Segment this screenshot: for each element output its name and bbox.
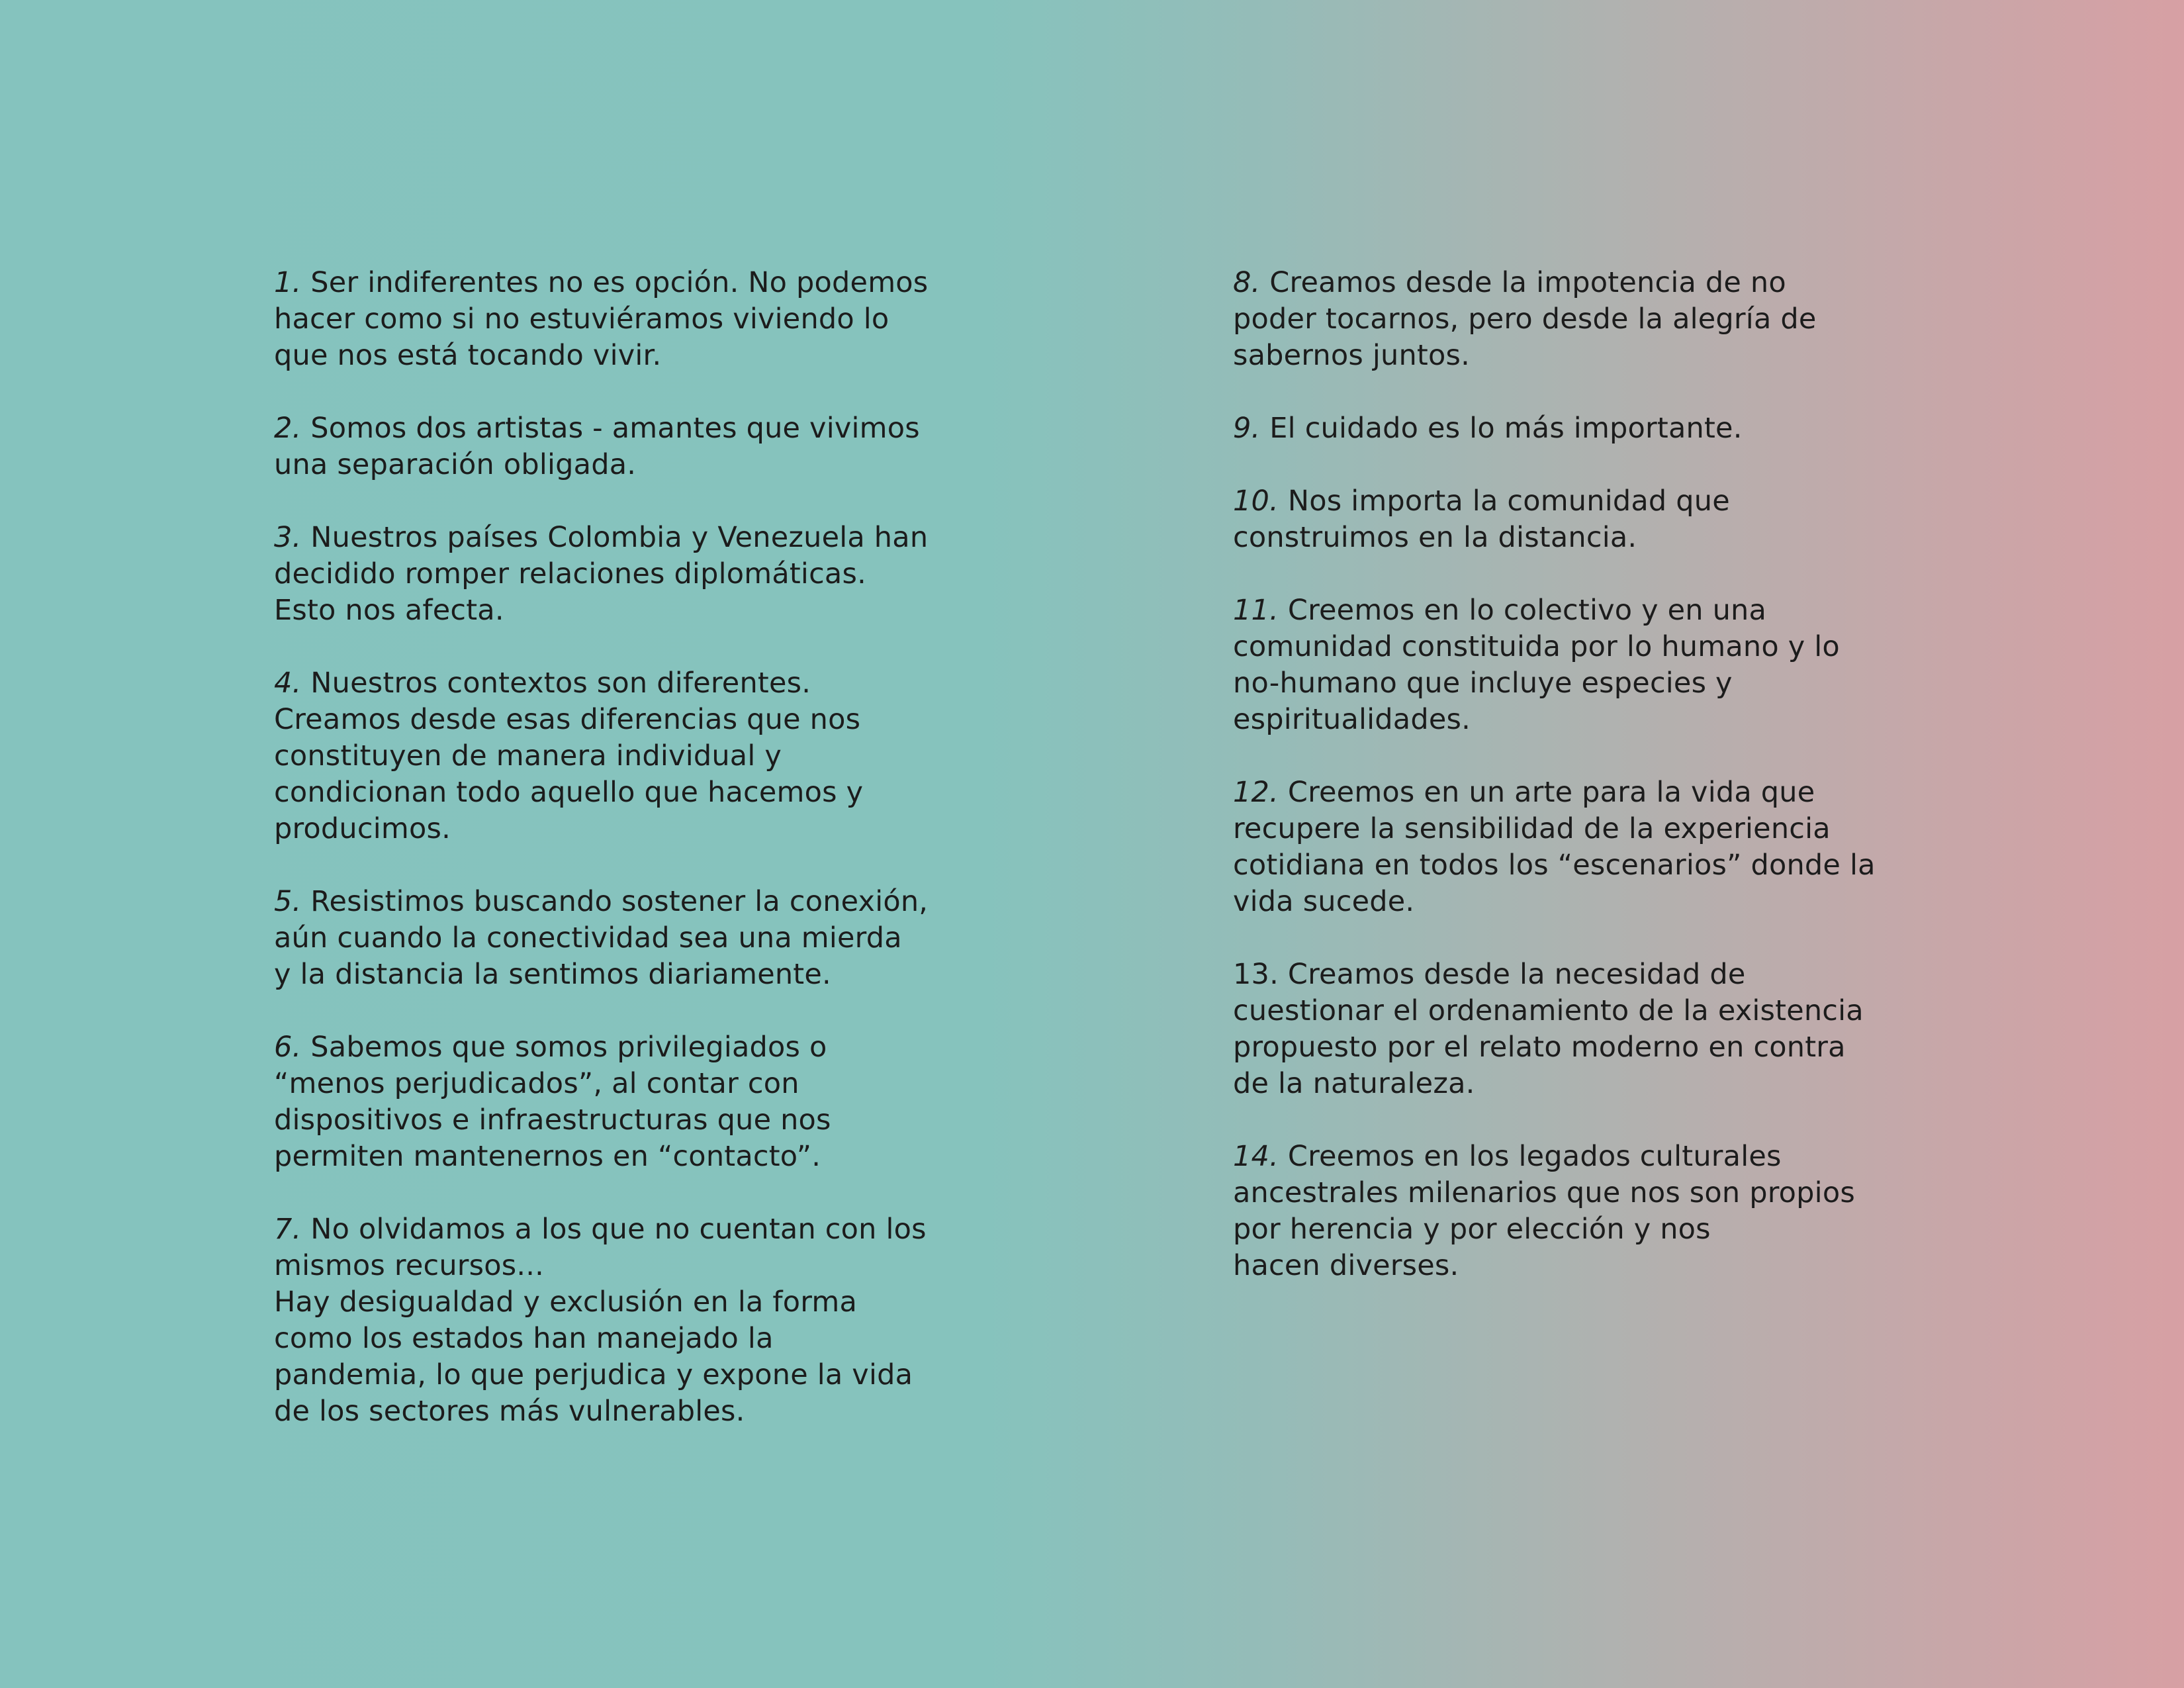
item-line xyxy=(1233,410,1961,447)
item-text: No olvidamos a los que no cuentan con los xyxy=(301,1213,927,1246)
item-number: 1. xyxy=(274,266,302,299)
item-text: Creamos desde la impotencia de no xyxy=(1260,266,1786,299)
item-line xyxy=(1233,265,1961,301)
manifesto-item-7 xyxy=(274,1211,1002,1430)
item-line: condicionan todo aquello que hacemos y xyxy=(274,776,864,809)
item-line: hacer como si no estuviéramos viviendo lo xyxy=(274,303,889,336)
item-line: de los sectores más vulnerables. xyxy=(274,1395,745,1428)
left-column xyxy=(274,265,1002,1466)
item-line: “menos perjudicados”, al contar con xyxy=(274,1067,799,1100)
item-line xyxy=(274,1211,1002,1248)
item-number: 12. xyxy=(1233,776,1279,809)
item-line: una separación obligada. xyxy=(274,448,637,481)
item-line: cuestionar el ordenamiento de la existencia xyxy=(1233,994,1864,1027)
item-line xyxy=(1233,483,1961,520)
manifesto-item-3 xyxy=(274,520,1002,629)
item-number: 13. xyxy=(1233,958,1279,991)
item-line: constituyen de manera individual y xyxy=(274,739,782,773)
item-text: Ser indiferentes no es opción. No podemos xyxy=(301,266,929,299)
item-line: permiten mantenernos en “contacto”. xyxy=(274,1140,821,1173)
item-text: Nuestros países Colombia y Venezuela han xyxy=(301,521,929,554)
manifesto-item-8 xyxy=(1233,265,1961,374)
item-number: 9. xyxy=(1233,412,1261,445)
manifesto-item-10 xyxy=(1233,483,1961,556)
item-line: decidido romper relaciones diplomáticas. xyxy=(274,557,866,590)
manifesto-item-1 xyxy=(274,265,1002,374)
item-line xyxy=(274,265,1002,301)
item-text: Creemos en los legados culturales xyxy=(1278,1140,1782,1173)
item-line xyxy=(1233,957,1961,993)
item-text: Sabemos que somos privilegiados o xyxy=(301,1031,827,1064)
item-line: poder tocarnos, pero desde la alegría de xyxy=(1233,303,1817,336)
item-line: Creamos desde esas diferencias que nos xyxy=(274,703,861,736)
item-line: mismos recursos... xyxy=(274,1249,544,1282)
manifesto-item-6 xyxy=(274,1029,1002,1175)
item-line: espiritualidades. xyxy=(1233,703,1471,736)
item-line xyxy=(274,665,1002,702)
item-line: Hay desigualdad y exclusión en la forma xyxy=(274,1286,858,1319)
manifesto-item-11 xyxy=(1233,592,1961,738)
manifesto-item-9 xyxy=(1233,410,1961,447)
item-line xyxy=(274,884,1002,920)
item-text: Creemos en un arte para la vida que xyxy=(1278,776,1815,809)
item-line: ancestrales milenarios que nos son propios xyxy=(1233,1176,1855,1209)
item-line xyxy=(1233,592,1961,629)
item-line xyxy=(274,520,1002,556)
item-line: comunidad constituida por lo humano y lo xyxy=(1233,630,1840,663)
manifesto-item-13 xyxy=(1233,957,1961,1102)
item-line: por herencia y por elección y nos xyxy=(1233,1213,1711,1246)
item-number: 5. xyxy=(274,885,302,918)
item-number: 10. xyxy=(1233,485,1279,518)
item-line: sabernos juntos. xyxy=(1233,339,1470,372)
right-column xyxy=(1233,265,1961,1321)
item-text: Nuestros contextos son diferentes. xyxy=(301,667,811,700)
item-text: Somos dos artistas - amantes que vivimos xyxy=(301,412,920,445)
item-line: producimos. xyxy=(274,812,451,845)
item-text: Creamos desde la necesidad de xyxy=(1278,958,1746,991)
item-number: 6. xyxy=(274,1031,302,1064)
item-line: y la distancia la sentimos diariamente. xyxy=(274,958,831,991)
manifesto-item-2 xyxy=(274,410,1002,483)
item-line: vida sucede. xyxy=(1233,885,1415,918)
item-line xyxy=(1233,774,1961,811)
item-number: 8. xyxy=(1233,266,1261,299)
item-line: no-humano que incluye especies y xyxy=(1233,667,1733,700)
item-line: Esto nos afecta. xyxy=(274,594,504,627)
item-line: pandemia, lo que perjudica y expone la vida xyxy=(274,1358,913,1391)
item-line xyxy=(1233,1139,1961,1175)
item-number: 14. xyxy=(1233,1140,1279,1173)
manifesto-item-12 xyxy=(1233,774,1961,920)
item-text: Creemos en lo colectivo y en una xyxy=(1278,594,1767,627)
item-line: cotidiana en todos los “escenarios” donde la xyxy=(1233,849,1876,882)
item-line: dispositivos e infraestructuras que nos xyxy=(274,1103,831,1137)
item-line xyxy=(274,410,1002,447)
item-line: como los estados han manejado la xyxy=(274,1322,774,1355)
item-text: El cuidado es lo más importante. xyxy=(1260,412,1743,445)
item-line: aún cuando la conectividad sea una mierda xyxy=(274,921,902,955)
item-text: Nos importa la comunidad que xyxy=(1278,485,1730,518)
item-line: hacen diverses. xyxy=(1233,1249,1459,1282)
item-number: 4. xyxy=(274,667,302,700)
item-line: recupere la sensibilidad de la experiencia xyxy=(1233,812,1831,845)
item-line: propuesto por el relato moderno en contra xyxy=(1233,1031,1846,1064)
manifesto-item-5 xyxy=(274,884,1002,993)
item-line: de la naturaleza. xyxy=(1233,1067,1475,1100)
item-number: 7. xyxy=(274,1213,302,1246)
manifesto-item-4 xyxy=(274,665,1002,847)
item-line xyxy=(274,1029,1002,1066)
item-line: construimos en la distancia. xyxy=(1233,521,1637,554)
item-text: Resistimos buscando sostener la conexión, xyxy=(301,885,929,918)
item-line: que nos está tocando vivir. xyxy=(274,339,662,372)
item-number: 3. xyxy=(274,521,302,554)
manifesto-item-14 xyxy=(1233,1139,1961,1284)
item-number: 2. xyxy=(274,412,302,445)
item-number: 11. xyxy=(1233,594,1279,627)
